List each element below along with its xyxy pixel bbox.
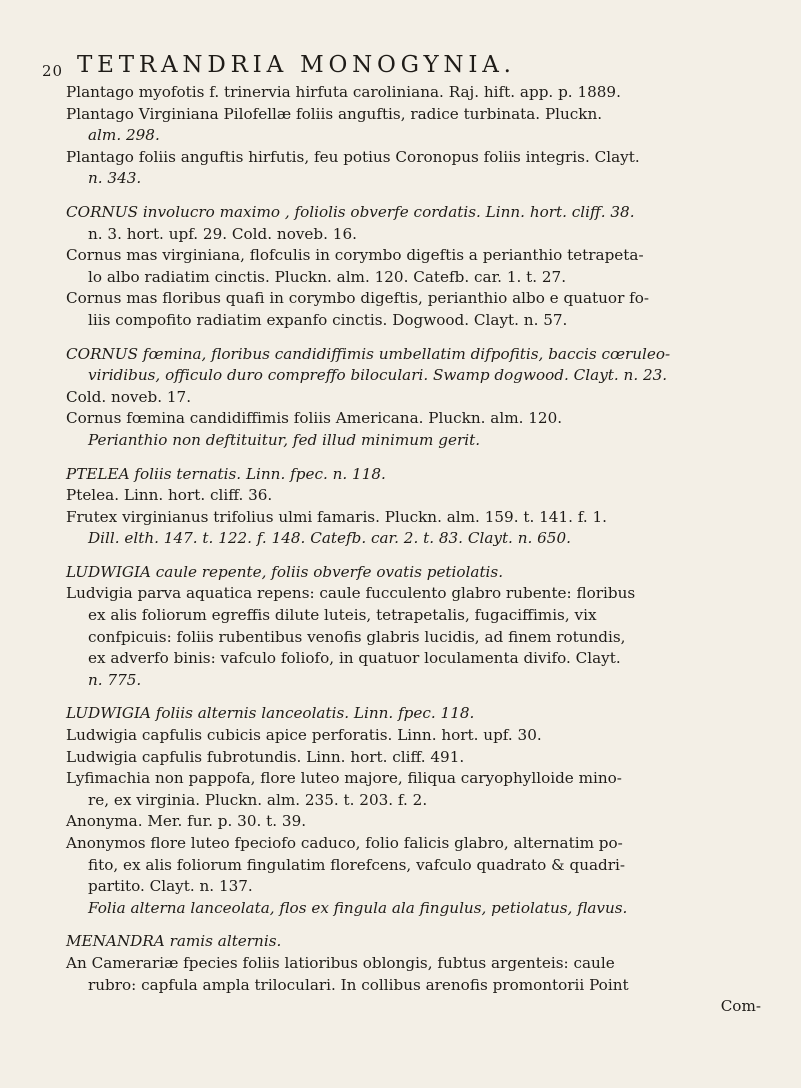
text-line: Cornus fœmina candidiffimis foliis Americana. Pluckn. alm. 120. [66, 409, 563, 428]
text-line: Ludwigia capfulis cubicis apice perforatis. Linn. hort. upf. 30. [66, 726, 542, 745]
text-line: Ludvigia parva aquatica repens: caule fucculento glabro rubente: floribus [66, 584, 636, 603]
text-line: liis compofito radiatim expanfo cinctis. Dogwood. Clayt. n. 57. [88, 310, 568, 329]
text-line: MENANDRA ramis alternis. [66, 932, 282, 951]
running-head: TETRANDRIA MONOGYNIA. [77, 52, 516, 78]
text-line: n. 775. [88, 670, 142, 689]
text-line: n. 343. [88, 169, 142, 188]
text-line: Cornus mas virginiana, flofculis in corymbo digeftis a perianthio tetrapeta- [66, 246, 644, 265]
text-block [66, 562, 761, 692]
text-line: LUDWIGIA caule repente, foliis obverfe ovatis petiolatis. [66, 562, 504, 581]
text-line: lo albo radiatim cinctis. Pluckn. alm. 120. Catefb. car. 1. t. 27. [88, 267, 567, 286]
page-content [66, 82, 761, 1018]
text-line: ex alis foliorum egreffis dilute luteis, tetrapetalis, fugaciffimis, vix [88, 606, 597, 625]
text-line: Perianthio non deftituitur, fed illud minimum gerit. [88, 430, 481, 449]
text-block [66, 82, 761, 190]
text-line: Plantago myofotis f. trinervia hirfuta caroliniana. Raj. hift. app. p. 1889. [66, 83, 621, 101]
text-block [66, 202, 761, 332]
text-line: Lyfimachia non pappofa, flore luteo majore, filiqua caryophylloide mino- [66, 769, 622, 788]
text-line: Plantago foliis anguftis hirfutis, feu potius Coronopus foliis integris. Clayt. [66, 147, 640, 166]
text-line: rubro: capfula ampla triloculari. In collibus arenofis promontorii Point [88, 975, 629, 994]
text-line: Cornus mas floribus quafi in corymbo digeftis, perianthio albo e quatuor fo- [66, 289, 650, 308]
text-line: Com- [720, 997, 761, 1016]
text-line: re, ex virginia. Pluckn. alm. 235. t. 203. f. 2. [88, 790, 428, 809]
text-line: LUDWIGIA foliis alternis lanceolatis. Linn. fpec. 118. [66, 704, 475, 723]
page-header [42, 42, 761, 82]
text-line: Dill. elth. 147. t. 122. f. 148. Catefb. car. 2. t. 83. Clayt. n. 650. [88, 529, 571, 548]
text-line: confpicuis: foliis rubentibus venofis glabris lucidis, ad finem rotundis, [88, 627, 626, 646]
text-line: Folia alterna lanceolata, flos ex fingula ala fingulus, petiolatus, flavus. [88, 898, 628, 917]
text-line: Anonymos flore luteo fpeciofo caduco, folio falicis glabro, alternatim po- [66, 834, 623, 852]
text-line: Cold. noveb. 17. [66, 387, 192, 406]
text-block [66, 464, 761, 550]
text-block [66, 703, 761, 919]
text-line: partito. Clayt. n. 137. [88, 877, 253, 896]
text-line: CORNUS fœmina, floribus candidiffimis umbellatim difpofitis, baccis cœruleo- [66, 344, 671, 363]
text-line: alm. 298. [88, 126, 160, 145]
text-line: Frutex virginianus trifolius ulmi famaris. Pluckn. alm. 159. t. 141. f. 1. [66, 507, 607, 526]
text-line: Anonyma. Mer. fur. p. 30. t. 39. [66, 812, 307, 831]
text-line: PTELEA foliis ternatis. Linn. fpec. n. 118. [66, 464, 386, 483]
text-line: An Camerariæ fpecies foliis latioribus oblongis, fubtus argenteis: caule [66, 953, 615, 972]
text-block [66, 931, 761, 1017]
text-line: Plantago Virginiana Pilofellæ foliis anguftis, radice turbinata. Pluckn. [66, 104, 603, 123]
text-line: Ptelea. Linn. hort. cliff. 36. [66, 486, 273, 505]
text-block [66, 344, 761, 452]
text-line: fito, ex alis foliorum fingulatim florefcens, vafculo quadrato & quadri- [88, 855, 625, 874]
page-number: 20 [42, 62, 64, 80]
text-line: Ludwigia capfulis fubrotundis. Linn. hort. cliff. 491. [66, 747, 465, 766]
text-line: CORNUS involucro maximo , foliolis obverfe cordatis. Linn. hort. cliff. 38. [66, 202, 635, 221]
text-line: ex adverfo binis: vafculo foliofo, in quatuor loculamenta divifo. Clayt. [88, 649, 621, 668]
text-line: viridibus, officulo duro compreffo biloculari. Swamp dogwood. Clayt. n. 23. [88, 366, 668, 385]
text-line: n. 3. hort. upf. 29. Cold. noveb. 16. [88, 224, 357, 243]
